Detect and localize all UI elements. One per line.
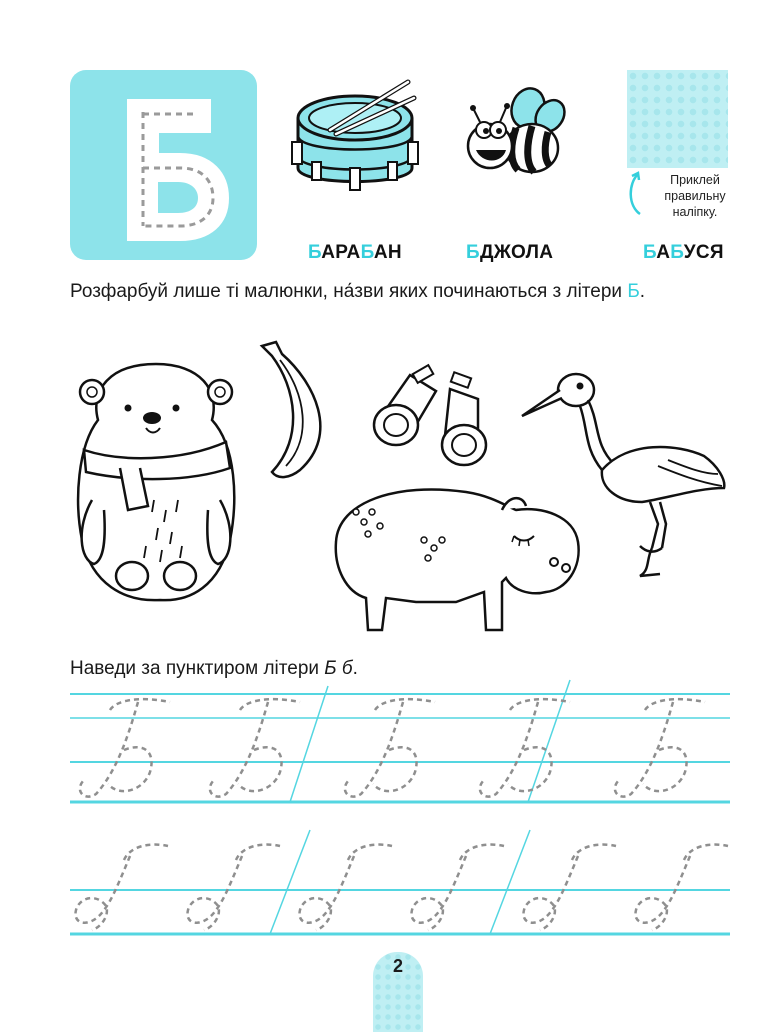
word-baraban: БАРАБАН [308, 242, 402, 263]
sticker-placeholder[interactable] [627, 70, 728, 168]
banana-picture[interactable] [252, 338, 342, 483]
word-bdzhola: БДЖОЛА [466, 242, 554, 263]
word-babusia: БАБУСЯ [643, 242, 724, 263]
hippo-picture[interactable] [316, 482, 582, 632]
task2-instruction: Наведи за пунктиром літери Б б. [70, 658, 358, 679]
letter-card [70, 70, 257, 260]
drum-icon [290, 78, 420, 198]
bear-picture[interactable] [70, 350, 245, 610]
page-number: 2 [392, 956, 403, 976]
bee-icon [458, 86, 568, 196]
tracing-lines-lowercase[interactable] [0, 830, 778, 950]
task1-instruction: Розфарбуй лише ті малюнки, на́зви яких починаються з літери Б. [70, 281, 646, 302]
letter-b-outline [70, 70, 257, 260]
binoculars-picture[interactable] [366, 365, 494, 470]
sticker-note: Приклей правильну наліпку. [664, 173, 726, 219]
tracing-lines-uppercase[interactable] [0, 680, 778, 810]
